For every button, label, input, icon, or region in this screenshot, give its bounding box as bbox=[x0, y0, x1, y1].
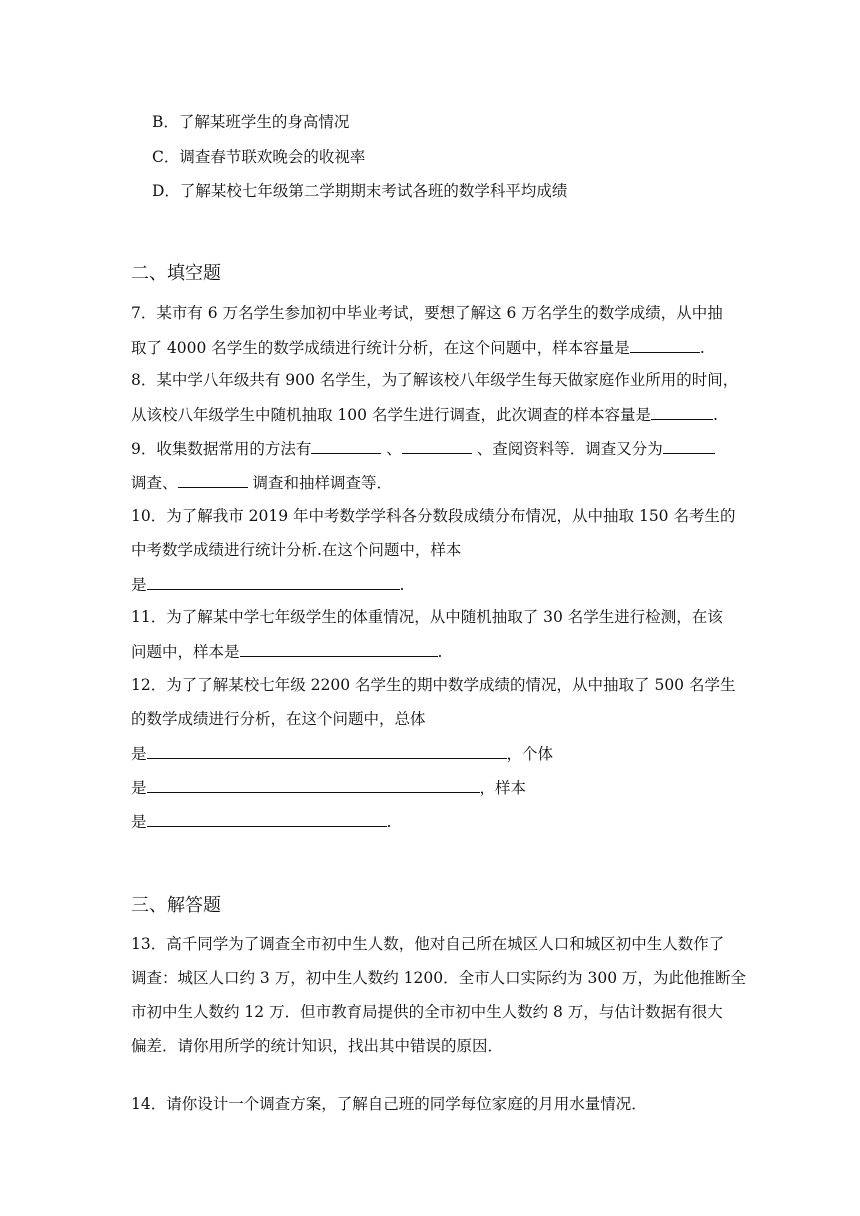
question-9-text-c: 、查阅资料等．调查又分为 bbox=[471, 440, 663, 458]
question-11-line-1: 11．为了解某中学七年级学生的体重情况，从中随机抽取了 30 名学生进行检测，在该 bbox=[131, 608, 723, 626]
question-9-text-b: 、 bbox=[381, 440, 402, 458]
question-10-line-3 bbox=[131, 574, 404, 595]
question-7-text: 取了 4000 名学生的数学成绩进行统计分析，在这个问题中，样本容量是 bbox=[131, 339, 630, 357]
question-7-line-2 bbox=[131, 337, 705, 358]
question-7-period: . bbox=[699, 339, 705, 357]
question-10-line-1: 10．为了解我市 2019 年中考数学学科各分数段成绩分布情况，从中抽取 150 名考生的 bbox=[131, 507, 736, 525]
option-d: D．了解某校七年级第二学期期末考试各班的数学科平均成绩 bbox=[152, 182, 568, 200]
question-9-line-2 bbox=[131, 472, 392, 493]
answer-blank[interactable] bbox=[178, 472, 248, 488]
answer-blank[interactable] bbox=[240, 641, 438, 657]
question-9-line-1 bbox=[131, 438, 715, 459]
question-12-text-d: ，样本 bbox=[479, 779, 527, 797]
answer-blank[interactable] bbox=[663, 438, 715, 454]
question-10-period: . bbox=[399, 576, 405, 594]
option-c: C．调查春节联欢晚会的收视率 bbox=[152, 148, 366, 166]
question-12-text-a: 是 bbox=[131, 745, 147, 763]
answer-blank[interactable] bbox=[147, 574, 400, 590]
question-12-line-2: 的数学成绩进行分析，在这个问题中，总体 bbox=[131, 710, 426, 728]
question-12-text-e: 是 bbox=[131, 813, 147, 831]
question-9-text-e: 调查和抽样调查等． bbox=[247, 474, 392, 492]
section-heading-fill-in: 二、填空题 bbox=[131, 263, 221, 284]
question-11-period: . bbox=[437, 643, 443, 661]
question-12-line-5 bbox=[131, 811, 391, 832]
answer-blank[interactable] bbox=[651, 404, 713, 420]
question-12-text-c: 是 bbox=[131, 779, 147, 797]
question-7-line-1: 7．某市有 6 万名学生参加初中毕业考试，要想了解这 6 万名学生的数学成绩，从中抽 bbox=[131, 304, 723, 322]
question-9-text-a: 9．收集数据常用的方法有 bbox=[131, 440, 312, 458]
question-12-line-4 bbox=[131, 777, 526, 798]
answer-blank[interactable] bbox=[311, 438, 381, 454]
answer-blank[interactable] bbox=[402, 438, 472, 454]
question-11-text: 问题中，样本是 bbox=[131, 643, 240, 661]
question-8-line-1: 8．某中学八年级共有 900 名学生，为了解该校八年级学生每天做家庭作业所用的时间， bbox=[131, 371, 739, 389]
answer-blank[interactable] bbox=[147, 743, 507, 759]
section-heading-answer: 三、解答题 bbox=[131, 895, 221, 916]
question-14-line-1: 14．请你设计一个调查方案，了解自己班的同学每位家庭的月用水量情况． bbox=[131, 1095, 647, 1113]
question-8-period: . bbox=[712, 406, 718, 424]
question-10-line-2: 中考数学成绩进行统计分析.在这个问题中，样本 bbox=[131, 541, 462, 559]
option-b: B．了解某班学生的身高情况 bbox=[152, 113, 350, 131]
question-13-line-2: 调查：城区人口约 3 万，初中生人数约 1200．全市人口实际约为 300 万，为此他推断全 bbox=[131, 969, 747, 987]
question-8-text: 从该校八年级学生中随机抽取 100 名学生进行调查，此次调查的样本容量是 bbox=[131, 406, 651, 424]
question-13-line-4: 偏差．请你用所学的统计知识，找出其中错误的原因． bbox=[131, 1037, 504, 1055]
question-10-text: 是 bbox=[131, 576, 147, 594]
question-12-line-3 bbox=[131, 743, 553, 764]
question-11-line-2 bbox=[131, 641, 442, 662]
question-12-period: . bbox=[386, 813, 392, 831]
answer-blank[interactable] bbox=[630, 337, 700, 353]
question-12-line-1: 12．为了了解某校七年级 2200 名学生的期中数学成绩的情况，从中抽取了 500 名学生 bbox=[131, 676, 736, 694]
question-12-text-b: ，个体 bbox=[506, 745, 554, 763]
question-13-line-3: 市初中生人数约 12 万．但市教育局提供的全市初中生人数约 8 万，与估计数据有很大 bbox=[131, 1003, 723, 1021]
answer-blank[interactable] bbox=[147, 811, 387, 827]
question-9-text-d: 调查、 bbox=[131, 474, 178, 492]
answer-blank[interactable] bbox=[147, 777, 480, 793]
question-13-line-1: 13．高千同学为了调查全市初中生人数，他对自己所在城区人口和城区初中生人数作了 bbox=[131, 935, 725, 953]
question-8-line-2 bbox=[131, 404, 718, 425]
